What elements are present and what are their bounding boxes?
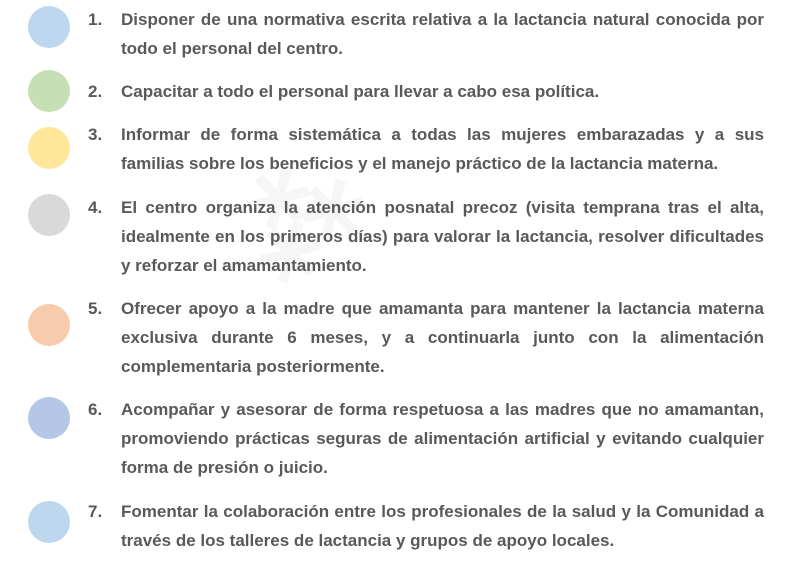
item-text: Fomentar la colaboración entre los profesionales de la salud y la Comunidad a través de los talleres de lactancia y grupos de apoyo locales. <box>121 502 764 550</box>
bullet-circle-icon <box>28 6 70 48</box>
item-number: 5. <box>88 299 103 318</box>
bullet-circle-icon <box>28 397 70 439</box>
item-number: 1. <box>88 10 103 29</box>
item-number: 7. <box>88 502 103 521</box>
bullet-circle-icon <box>28 70 70 112</box>
item-text: Ofrecer apoyo a la madre que amamanta para mantener la lactancia materna exclusiva durante 6 meses, y a continuarla junto con la alimentación complementaria posteriormente. <box>121 299 764 376</box>
item-text: El centro organiza la atención posnatal precoz (visita temprana tras el alta, idealmente en los primeros días) para valorar la lactancia, resolver dificultades y reforzar el amamantamiento. <box>121 198 764 275</box>
bullet-circle-icon <box>28 127 70 169</box>
item-number: 3. <box>88 125 103 144</box>
bullet-circle-icon <box>28 304 70 346</box>
item-text: Capacitar a todo el personal para llevar a cabo esa política. <box>121 82 600 101</box>
item-text: Disponer de una normativa escrita relativa a la lactancia natural conocida por todo el personal del centro. <box>121 10 764 58</box>
item-text: Acompañar y asesorar de forma respetuosa a las madres que no amamantan, promoviendo prácticas seguras de alimentación artificial y evitando cualquier forma de presión o juicio. <box>121 400 764 477</box>
item-number: 4. <box>88 198 103 217</box>
item-number: 6. <box>88 400 103 419</box>
bullet-circle-icon <box>28 501 70 543</box>
item-text: Informar de forma sistemática a todas las mujeres embarazadas y a sus familias sobre los beneficios y el manejo práctico de la lactancia materna. <box>121 125 764 173</box>
item-number: 2. <box>88 82 103 101</box>
bullet-circle-icon <box>28 194 70 236</box>
